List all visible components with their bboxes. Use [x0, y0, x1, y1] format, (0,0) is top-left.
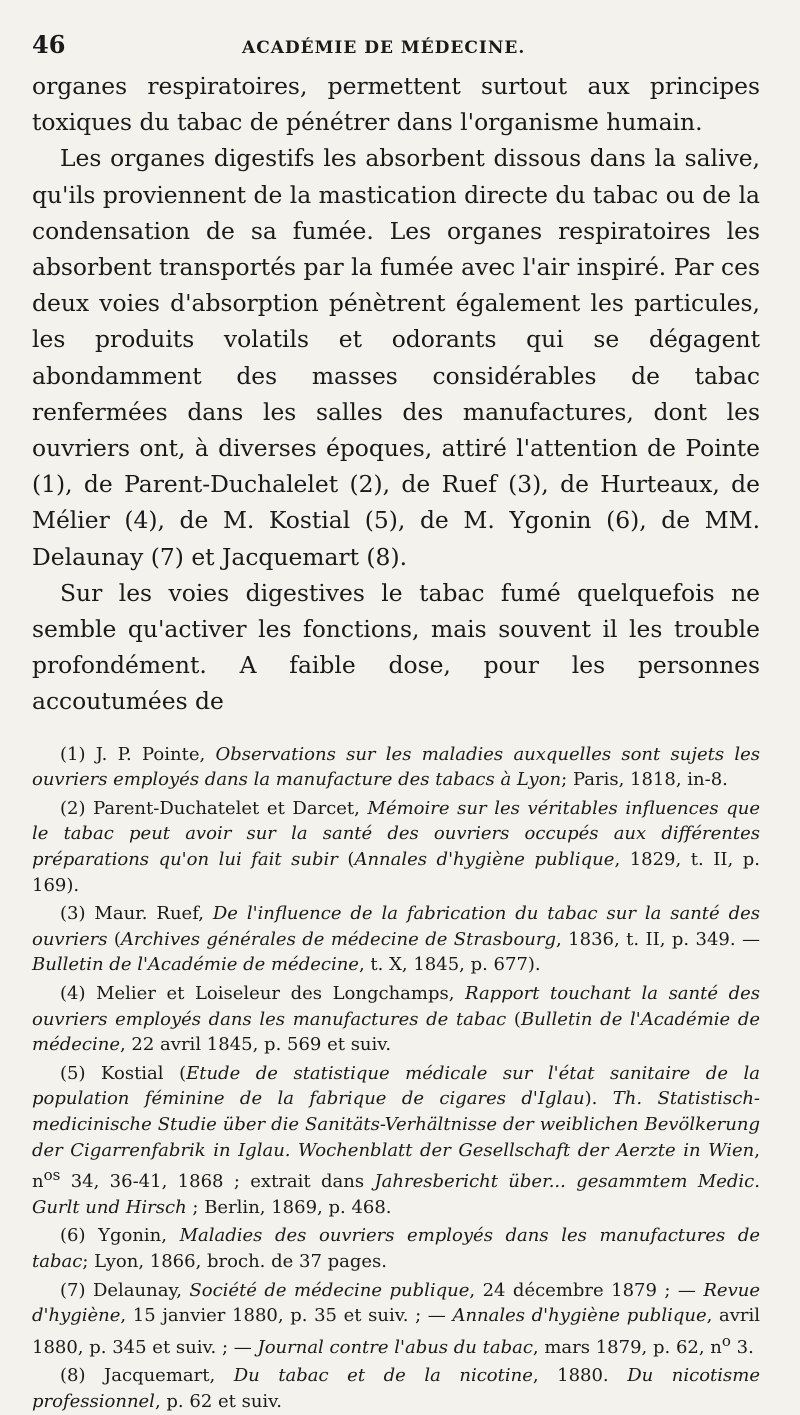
- footnote: (3) Maur. Ruef, De l'influence de la fabrication du tabac sur la santé des ouvriers (Archives générales de médecine de Strasbourg, 1836, t. II, p. 349. — Bulletin de l'Académie de médecine, t. X, 1845, p. 677).: [32, 903, 760, 976]
- footnote: (5) Kostial (Etude de statistique médicale sur l'état sanitaire de la population féminine de la fabrique de cigares d'Iglau). Th. Statistisch-medicinische Studie über die Sanitäts-Verhältnisse der weiblichen Bevölkerung der Cigarrenfabrik in Iglau. Wochenblatt der Gesellschaft der Aerzte in Wien, $n^{os}$ 34, 36-41, 1868 ; extrait dans Jahresbericht über... gesammtem Medic. Gurlt und Hirsch ; Berlin, 1869, p. 468.: [32, 1062, 760, 1218]
- footnote: (6) Ygonin, Maladies des ouvriers employés dans les manufactures de tabac; Lyon, 1866, broch. de 37 pages.: [32, 1225, 760, 1272]
- running-head: ACADÉMIE DE MÉDECINE.: [242, 38, 526, 58]
- footnote: (4) Melier et Loiseleur des Longchamps, Rapport touchant la santé des ouvriers employés dans les manufactures de tabac (Bulletin de l'Académie de médecine, 22 avril 1845, p. 569 et suiv.: [32, 983, 761, 1056]
- paragraph: organes respiratoires, permettent surtout aux principes toxiques du tabac de pénétrer dans l'organisme humain.: [32, 72, 760, 137]
- footnote: (8) Jacquemart, Du tabac et de la nicotine, 1880. Du nicotisme professionnel, p. 62 et suiv.: [32, 1365, 760, 1412]
- footnote: (7) Delaunay, Société de médecine publique, 24 décembre 1879 ; — Revue d'hygiène, 15 janvier 1880, p. 35 et suiv. ; — Annales d'hygiène publique, avril 1880, p. 345 et suiv. ; — Journal contre l'abus du tabac, mars 1879, p. 62, $n^o$ 3.: [32, 1279, 760, 1358]
- footnote: (1) J. P. Pointe, Observations sur les maladies auxquelles sont sujets les ouvriers employés dans la manufacture des tabacs à Lyon; Paris, 1818, in-8.: [32, 743, 760, 791]
- paragraph: Les organes digestifs les absorbent dissous dans la salive, qu'ils proviennent de la mastication directe du tabac ou de la condensation de sa fumée. Les organes respiratoires les absorbent transportés par la fumée avec l'air inspiré. Par ces deux voies d'absorption pénètrent également les particules, les produits volatils et odorants qui se dégagent abondamment des masses considérables de tabac renfermées dans les salles des manufactures, dont les ouvriers ont, à diverses époques, attiré l'attention de Pointe (1), de Parent-Duchalelet (2), de Ruef (3), de Hurteaux, de Mélier (4), de M. Kostial (5), de M. Ygonin (6), de MM. Delaunay (7) et Jacquemart (8).: [32, 144, 760, 571]
- paragraph: Sur les voies digestives le tabac fumé quelquefois ne semble qu'activer les fonctions, mais souvent il les trouble profondément. A faible dose, pour les personnes accoutumées de: [32, 578, 760, 716]
- body-text: [32, 68, 760, 720]
- page-header: [32, 30, 760, 64]
- footnotes: [32, 742, 760, 1415]
- page-number: 46: [32, 30, 66, 59]
- footnote: (2) Parent-Duchatelet et Darcet, Mémoire sur les véritables influences que le tabac peut avoir sur la santé des ouvriers occupés aux différentes préparations qu'on lui fait subir (Annales d'hygiène publique, 1829, t. II, p. 169).: [32, 797, 760, 896]
